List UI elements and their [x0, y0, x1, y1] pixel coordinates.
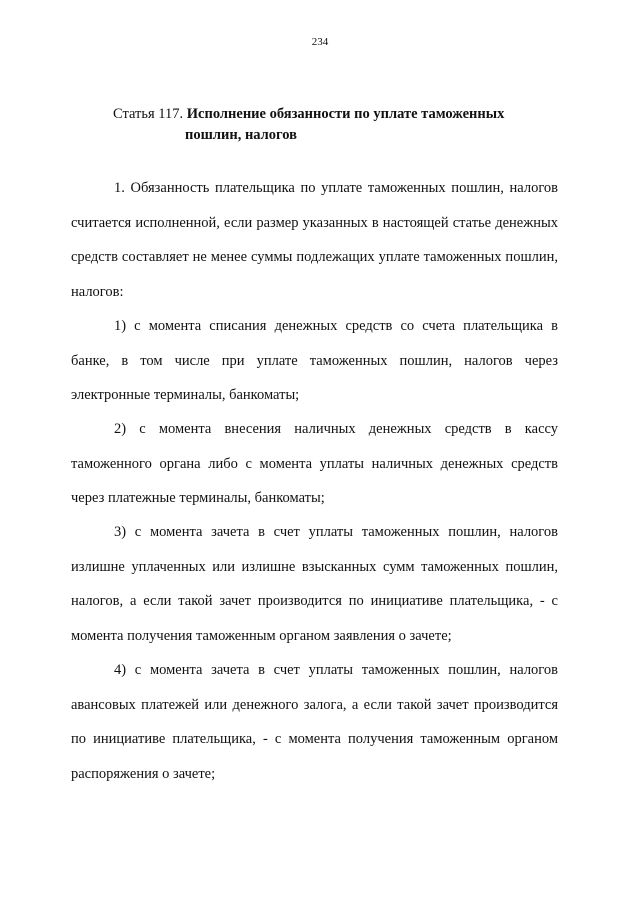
list-item-4: 4) с момента зачета в счет уплаты таможенных пошлин, налогов авансовых платежей или денежного залога, а если такой зачет производится по инициативе плательщика, - с момента получения таможенным органом распоряжения о зачете;: [71, 662, 558, 782]
list-item-1: 1) с момента списания денежных средств со счета плательщика в банке, в том числе при уплате таможенных пошлин, налогов через электронные терминалы, банкоматы;: [71, 318, 558, 403]
article-title-line-2: пошлин, налогов: [185, 127, 297, 143]
article-title-line-1: Исполнение обязанности по уплате таможенных: [186, 106, 505, 122]
list-item-2: 2) с момента внесения наличных денежных средств в кассу таможенного органа либо с момента уплаты наличных денежных средств через платежные терминалы, банкоматы;: [71, 421, 558, 506]
list-item-3: 3) с момента зачета в счет уплаты таможенных пошлин, налогов излишне уплаченных или излишне взысканных сумм таможенных пошлин, налогов, а если такой зачет производится по инициативе плательщика, - с момента получения таможенным органом заявления о зачете;: [71, 524, 558, 644]
article-heading: [113, 104, 553, 146]
page-number: 234: [311, 36, 329, 48]
paragraph-1: 1. Обязанность плательщика по уплате таможенных пошлин, налогов считается исполненной, если размер указанных в настоящей статье денежных средств составляет не менее суммы подлежащих уплате таможенных пошлин, налогов:: [71, 180, 558, 300]
article-number: Статья 117.: [113, 106, 187, 122]
